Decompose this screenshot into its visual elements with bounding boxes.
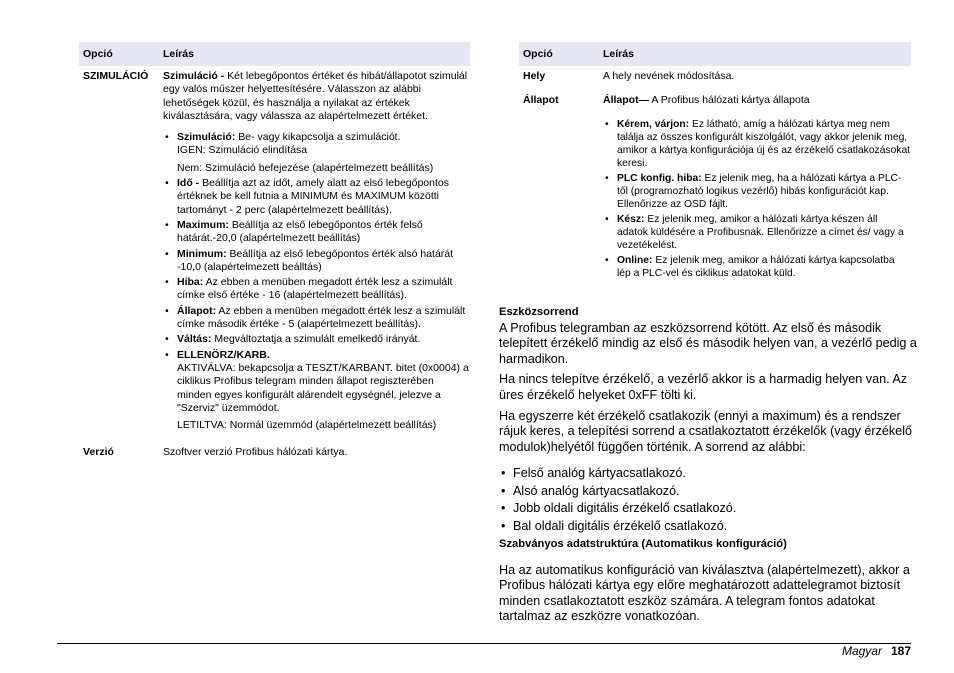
header-description: Leírás xyxy=(603,48,634,60)
footer-divider xyxy=(57,643,911,644)
header-option: Opció xyxy=(83,48,113,60)
item-text: Az ebben a menüben megadott érték lesz a szimulált címke első értéke - 16 (alapértelmezett beállítás). xyxy=(177,276,453,302)
list-item xyxy=(603,172,911,212)
item-text: Az ebben a menüben megadott érték lesz a szimulált címke második értéke - 5 (alapértelmezett beállítás). xyxy=(177,304,466,331)
option-label: Verzió xyxy=(83,446,114,459)
list-item xyxy=(163,349,470,433)
item-bold: Állapot: xyxy=(177,304,217,317)
item-bold: Online: xyxy=(617,254,653,266)
option-description: A hely nevének módosítása. xyxy=(603,70,735,82)
list-item: • Alsó analóg kártyacsatlakozó. xyxy=(499,483,919,501)
item-text: Megváltoztatja a szimulált emelkedő irányát. xyxy=(211,333,421,346)
right-options-table xyxy=(519,42,911,280)
header-option: Opció xyxy=(523,48,553,60)
list-item xyxy=(163,131,470,175)
table-row-version xyxy=(79,446,470,459)
option-label: Állapot xyxy=(523,94,559,107)
list-item xyxy=(163,177,470,217)
paragraph: Ha az automatikus konfiguráció van kiválasztva (alapértelmezett), akkor a Profibus hálózati kártya egy előre meghatározott adattelegramot biztosít minden csatlakoztatott eszköz számára. A telegram fontos adatokat tartalmaz az eszközre vonatkozóan. xyxy=(499,562,910,624)
list-item xyxy=(603,254,911,281)
item-bold: PLC konfig. hiba: xyxy=(617,172,702,184)
list-item xyxy=(603,213,911,253)
list-item xyxy=(163,333,470,346)
item-bold: Váltás: xyxy=(177,333,212,346)
table-row-simulation xyxy=(79,70,470,432)
table-header xyxy=(519,42,911,66)
item-text: Ez jelenik meg, ha a hálózati kártya a PLC-től (programozható logikus vezérlő) hibás konfigurációt kap. Ellenőrizze az OSD fájlt. xyxy=(617,172,902,211)
option-label: Hely xyxy=(523,70,546,82)
item-bold: Minimum: xyxy=(177,247,227,260)
item-bold: Idő - xyxy=(177,177,200,190)
device-order-section xyxy=(499,305,919,535)
intro-bold: Szimuláció - xyxy=(163,70,225,82)
list-item xyxy=(163,305,470,332)
section-heading: Szabványos adatstruktúra (Automatikus konfiguráció) xyxy=(499,538,787,550)
intro-text: A Profibus hálózati kártya állapota xyxy=(649,94,810,107)
item-text: Ez jelenik meg, amikor a hálózati kártya kapcsolatba lép a PLC-vel és ciklikus adatokat küld. xyxy=(617,254,895,279)
section-heading: Eszközsorrend xyxy=(499,306,579,318)
paragraph: Ha egyszerre két érzékelő csatlakozik (ennyi a maximum) és a rendszer rájuk keres, a telepítési sorrend a csatlakoztatott érzékelők (vagy érzékelő modulok)helyétől függően történik. A sorrend az alábbi: xyxy=(499,408,912,454)
item-text: Be- vagy kikapcsolja a szimulációt. xyxy=(235,131,401,144)
item-sub: IGEN: Szimuláció elindítása xyxy=(177,144,308,157)
item-bold: Maximum: xyxy=(177,218,229,231)
table-row-location xyxy=(519,70,911,83)
header-description: Leírás xyxy=(163,48,194,60)
list-item xyxy=(163,219,470,246)
page-number: 187 xyxy=(890,644,911,658)
table-header xyxy=(79,42,470,66)
list-item xyxy=(603,118,911,171)
option-description: Szoftver verzió Profibus hálózati kártya. xyxy=(163,446,348,459)
intro-text: Két lebegőpontos értéket és hibát/állapotot szimulál egy valós műszer helyettesítésére. Válasszon az alábbi lehetőségek közül, és használja a nyilakat az értékek kiválasztására, vagy válassza az alapértelmezett értéket. xyxy=(163,70,468,122)
item-bold: Kész: xyxy=(617,213,645,225)
item-text: Ez látható, amíg a hálózati kártya meg nem találja az összes konfigurált kiszolgálót, vagy akkor jelenik meg, amikor a kártya konfigurációja új és az érzékelő csatlakozásokat keresi. xyxy=(617,118,911,170)
list-item: • Bal oldali digitális érzékelő csatlakozó. xyxy=(499,518,919,536)
item-sub: AKTIVÁLVA: bekapcsolja a TESZT/KARBANT. bitet (0x0004) a ciklikus Profibus telegram minden állapot regiszterében minden egyes konfigurált alárendelt egységnél, jelezve a "Szerviz" üzemmódot. xyxy=(177,361,469,414)
item-bold: ELLENÖRZ/KARB. xyxy=(177,348,270,361)
left-options-table xyxy=(79,42,470,460)
option-description xyxy=(603,94,911,280)
option-description xyxy=(163,70,470,432)
list-item: • Felső analóg kártyacsatlakozó. xyxy=(499,465,919,483)
item-bold: Hiba: xyxy=(177,276,204,289)
item-text: Beállítja azt az időt, amely alatt az első lebegőpontos értéknek be kell futnia a MINIMUM és MAXIMUM közötti tartományt - 2 perc (alapértelmezett beállítás). xyxy=(177,177,449,216)
item-text: Ez jelenik meg, amikor a hálózati kártya készen áll adatok küldésére a Profibusnak. Ellenőrizze a címet és/ vagy a vezetékelést. xyxy=(617,213,904,252)
intro-bold: Állapot— xyxy=(603,94,650,107)
table-row-status xyxy=(519,94,911,280)
standard-structure-section xyxy=(499,537,919,625)
footer-language: Magyar xyxy=(841,644,882,658)
paragraph: Ha nincs telepítve érzékelő, a vezérlő akkor is a harmadig helyen van. Az üres érzékelő helyeket 0xFF tölti ki. xyxy=(499,372,908,402)
item-text: Beállítja az első lebegőpontos érték felső határát.-20,0 (alapértelmezett beállítás) xyxy=(177,218,423,245)
list-item xyxy=(163,248,470,275)
paragraph: A Profibus telegramban az eszközsorrend kötött. Az első és második telepített érzékelő mindig az első és második helyen van, a vezérlő pedig a harmadikon. xyxy=(499,320,917,366)
option-label: SZIMULÁCIÓ xyxy=(83,70,149,82)
page-footer xyxy=(842,644,911,658)
item-bold: Szimuláció: xyxy=(177,131,236,144)
item-sub: LETILTVA: Normál üzemmód (alapértelmezett beállítás) xyxy=(177,419,437,432)
item-sub: Nem: Szimuláció befejezése (alapértelmezett beállítás) xyxy=(177,161,434,174)
item-bold: Kérem, várjon: xyxy=(617,118,690,130)
list-item: • Jobb oldali digitális érzékelő csatlakozó. xyxy=(499,500,919,518)
list-item xyxy=(163,276,470,303)
simulation-options-list xyxy=(163,131,470,432)
item-text: Beállítja az első lebegőpontos érték alsó határát -10,0 (alapértelmezett beálltás) xyxy=(177,247,454,273)
status-list xyxy=(603,118,911,281)
order-list xyxy=(499,465,919,535)
